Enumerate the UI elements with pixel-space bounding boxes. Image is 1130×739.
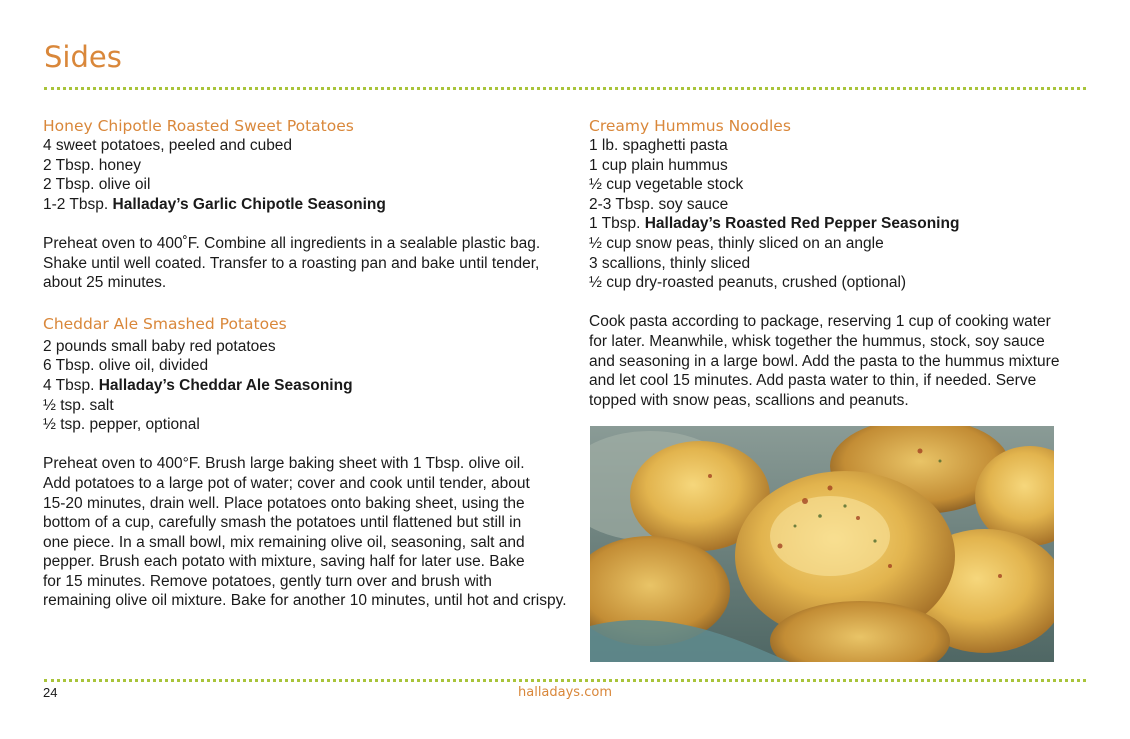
recipe-title: Cheddar Ale Smashed Potatoes	[43, 314, 287, 333]
recipe-cheddar-ale	[43, 314, 588, 611]
page-title: Sides	[44, 40, 122, 74]
ingredient-item: 4 Tbsp. Halladay’s Cheddar Ale Seasoning	[43, 376, 353, 394]
ingredient-item: ½ cup snow peas, thinly sliced on an angle	[589, 234, 884, 252]
top-dotted-divider	[44, 87, 1086, 90]
recipe-creamy-hummus	[589, 116, 1089, 410]
right-column	[589, 116, 1089, 410]
website-link[interactable]: halladays.com	[518, 685, 612, 700]
seasoning-name: Halladay’s Garlic Chipotle Seasoning	[112, 195, 386, 213]
ingredient-item: ½ cup dry-roasted peanuts, crushed (optional)	[589, 274, 907, 292]
directions: Cook pasta according to package, reserving 1 cup of cooking water for later. Meanwhile, whisk together the hummus, stock, soy sauce and seasoning in a large bowl. Add the pasta to the hummus mixture and let cool 15 minutes. Add pasta water to thin, if needed. Serve topped with snow peas, scallions and peanuts.	[589, 313, 1060, 409]
ingredient-item: ½ cup vegetable stock	[589, 176, 744, 194]
ingredient-item: 1-2 Tbsp. Halladay’s Garlic Chipotle Seasoning	[43, 195, 386, 213]
directions: Preheat oven to 400°F. Brush large baking sheet with 1 Tbsp. olive oil. Add potatoes to a large pot of water; cover and cook until tender, about 15-20 minutes, drain well. Place potatoes onto baking sheet, using the bottom of a cup, carefully smash the potatoes until flattened but still in one piece. In a small bowl, mix remaining olive oil, seasoning, salt and pepper. Brush each potato with mixture, saving half for later use. Bake for 15 minutes. Remove potatoes, gently turn over and brush with remaining olive oil mixture. Bake for another 10 minutes, until hot and crispy.	[43, 455, 567, 610]
recipe-title: Creamy Hummus Noodles	[589, 117, 791, 135]
ingredient-item: ½ tsp. pepper, optional	[43, 416, 200, 434]
ingredient-item: 1 cup plain hummus	[589, 156, 728, 174]
ingredient-item: 2 Tbsp. olive oil	[43, 176, 151, 194]
ingredient-list	[43, 337, 588, 435]
ingredient-item: 1 lb. spaghetti pasta	[589, 137, 728, 154]
ingredient-list	[589, 136, 1089, 293]
left-column	[43, 116, 588, 611]
ingredient-item: 4 sweet potatoes, peeled and cubed	[43, 137, 293, 154]
ingredient-item: 6 Tbsp. olive oil, divided	[43, 357, 209, 375]
ingredient-item: ½ tsp. salt	[43, 396, 114, 414]
page-number: 24	[43, 685, 58, 700]
ingredient-list	[43, 136, 588, 214]
ingredient-item: 2-3 Tbsp. soy sauce	[589, 195, 729, 213]
recipe-title: Honey Chipotle Roasted Sweet Potatoes	[43, 117, 354, 135]
ingredient-item: 1 Tbsp. Halladay’s Roasted Red Pepper Seasoning	[589, 215, 960, 233]
ingredient-item: 2 pounds small baby red potatoes	[43, 337, 276, 355]
ingredient-item: 2 Tbsp. honey	[43, 156, 141, 174]
smashed-potatoes-photo	[590, 426, 1054, 662]
directions: Preheat oven to 400˚F. Combine all ingredients in a sealable plastic bag. Shake until well coated. Transfer to a roasting pan and bake until tender, about 25 minutes.	[43, 234, 541, 292]
bottom-dotted-divider	[44, 679, 1086, 682]
seasoning-name: Halladay’s Roasted Red Pepper Seasoning	[644, 215, 960, 233]
seasoning-name: Halladay’s Cheddar Ale Seasoning	[98, 376, 353, 394]
ingredient-item: 3 scallions, thinly sliced	[589, 254, 751, 272]
recipe-honey-chipotle	[43, 116, 588, 293]
